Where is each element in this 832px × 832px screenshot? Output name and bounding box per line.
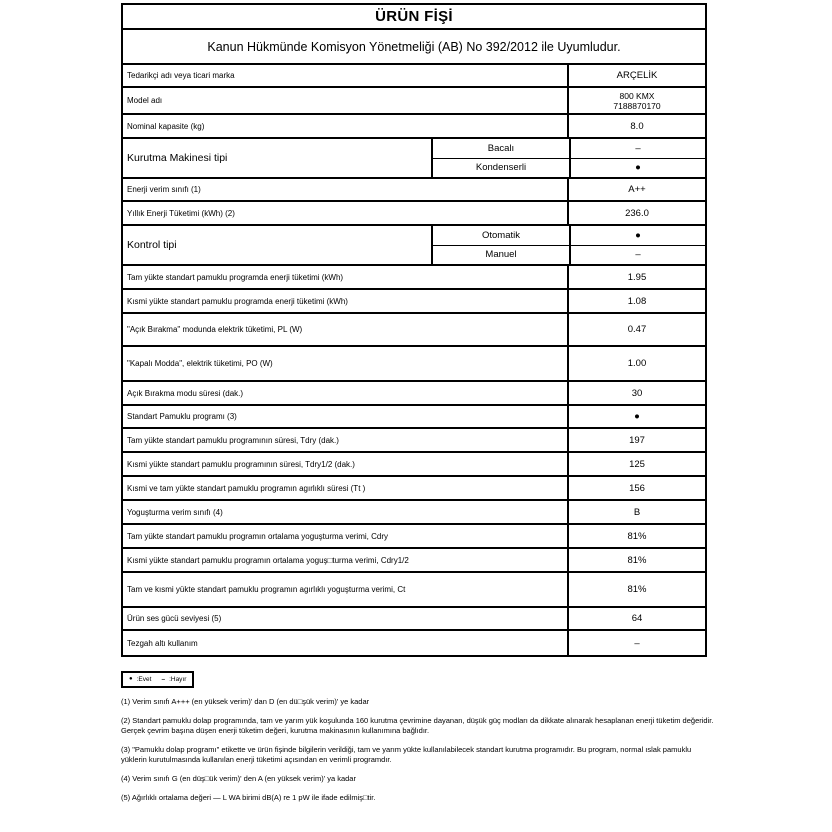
table-row (123, 202, 705, 226)
row-label: Tam yükte standart pamuklu programda enerji tüketimi (kWh) (127, 272, 344, 282)
table-row (123, 290, 705, 314)
table-row (123, 477, 705, 501)
row-label: Standart Pamuklu programı (3) (127, 412, 237, 421)
table-row (123, 525, 705, 549)
row-label: Kısmi yükte standart pamuklu programının süresi, Tdry1/2 (dak.) (127, 459, 355, 469)
row-value (567, 88, 705, 113)
row-label: Tezgah altı kullanım (127, 638, 198, 648)
row-label: Yoguşturma verim sınıfı (4) (127, 507, 223, 517)
row-label: Kurutma Makinesi tipi (127, 152, 228, 164)
subrow (433, 226, 705, 245)
row-value: 197 (567, 429, 705, 451)
row-value: 0.47 (567, 314, 705, 345)
document-subtitle: Kanun Hükmünde Komisyon Yönetmeliği (AB) No 392/2012 ile Uyumludur. (123, 30, 705, 65)
row-label: Model adı (127, 96, 163, 105)
table-row (123, 347, 705, 382)
row-value: B (567, 501, 705, 523)
row-value: A++ (567, 179, 705, 200)
row-label: Tam yükte standart pamuklu programın ortalama yoguşturma verimi, Cdry (127, 531, 388, 541)
legend-box (121, 671, 194, 688)
row-value: 236.0 (567, 202, 705, 224)
subrow-option: Manuel (485, 249, 517, 261)
row-label: Açık Bırakma modu süresi (dak.) (127, 388, 244, 398)
row-label: Yıllık Enerji Tüketimi (kWh) (2) (127, 208, 235, 218)
row-value: 125 (567, 453, 705, 475)
subrow-option: Bacalı (487, 142, 515, 154)
row-value: 156 (567, 477, 705, 499)
subrow-option: Kondenserli (475, 162, 527, 174)
document-title: ÜRÜN FİŞİ (123, 5, 705, 30)
row-label: Nominal kapasite (kg) (127, 121, 205, 131)
yes-dot-icon: ● (129, 676, 133, 682)
subrow-value: – (569, 139, 705, 158)
subrow (433, 139, 705, 158)
row-value: 81% (567, 573, 705, 606)
row-label: "Açık Bırakma" modunda elektrik tüketimi, PL (W) (127, 325, 303, 334)
row-value: 1.00 (567, 347, 705, 380)
legend-yes-label: :Evet (136, 676, 152, 683)
footnotes (121, 697, 715, 803)
subrow (433, 158, 705, 178)
table-row (123, 429, 705, 453)
table-row (123, 549, 705, 573)
row-value: 81% (567, 549, 705, 571)
row-label: Kontrol tipi (127, 239, 177, 251)
row-value: 81% (567, 525, 705, 547)
row-label: Tam yükte standart pamuklu programının süresi, Tdry (dak.) (127, 435, 339, 445)
table-row (123, 266, 705, 290)
row-label: Kısmi yükte standart pamuklu programda enerji tüketimi (kWh) (127, 296, 348, 306)
row-value: 1.08 (567, 290, 705, 312)
row-value: ● (567, 406, 705, 427)
row-label: Ürün ses gücü seviyesi (5) (127, 614, 222, 623)
footnote-5: (5) Ağırlıklı ortalama değeri — L WA birimi dB(A) re 1 pW ile ifade edilmiş□tir. (121, 793, 376, 802)
product-fiche-table (121, 3, 707, 657)
subrow-value: ● (569, 226, 705, 245)
table-row (123, 65, 705, 88)
table-row (123, 179, 705, 202)
row-label: Enerji verim sınıfı (1) (127, 185, 201, 194)
row-value: 64 (567, 608, 705, 629)
table-row (123, 314, 705, 347)
legend-no-label: :Hayır (169, 676, 187, 683)
table-row (123, 453, 705, 477)
row-value: ARÇELİK (567, 65, 705, 86)
model-number: 7188870170 (613, 100, 661, 111)
subrow-group (431, 139, 705, 177)
footnote-3: (3) "Pamuklu dolap programı" etikette ve ürün fişinde bilgilerin verildiği, tam ve yarım yükte kullanılabilecek standart kurutma programıdır. Bu program, normal ıslak pamuklu yüklerin kurutulmasında kullanılan enerji tüketimi açısından en verimli programdır. (121, 745, 692, 764)
table-row (123, 631, 705, 655)
subrow-group (431, 226, 705, 264)
footnote-1: (1) Verim sınıfı A+++ (en yüksek verim)' dan D (en dü□şük verim)' ye kadar (121, 697, 370, 706)
row-label: "Kapalı Modda", elektrik tüketimi, PO (W) (127, 359, 273, 368)
row-value: 1.95 (567, 266, 705, 288)
row-label: Tedarikçi adı veya ticari marka (127, 71, 235, 80)
table-row (123, 115, 705, 139)
row-value: 8.0 (567, 115, 705, 137)
subrow-value: ● (569, 159, 705, 178)
subrow-value: – (569, 246, 705, 265)
product-fiche-sheet (121, 3, 714, 812)
subrow-option: Otomatik (481, 229, 520, 241)
table-row (123, 501, 705, 525)
table-row (123, 573, 705, 608)
model-name: 800 KMX (619, 90, 655, 101)
footnote-2: (2) Standart pamuklu dolap programında, tam ve yarım yük koşulunda 160 kurutma çevrimine dayanan, düşük güç modları da dikkate alınarak hesaplanan enerji tüketim değeridir. Gerçek çevrim başına düşen enerji tüketim değeri, kurutma makinasının kullanımına bağlıdır. (121, 716, 714, 735)
row-label: Kısmi yükte standart pamuklu programın ortalama yoguş□turma verimi, Cdry1/2 (127, 555, 409, 565)
table-row-split (123, 139, 705, 179)
footnote-4: (4) Verim sınıfı G (en düş□ük verim)' den A (en yüksek verim)' ya kadar (121, 774, 356, 783)
row-label: Kısmi ve tam yükte standart pamuklu programın agırlıklı süresi (Tt ) (127, 483, 366, 493)
table-row (123, 382, 705, 406)
row-value: – (567, 631, 705, 655)
table-row (123, 406, 705, 429)
row-value: 30 (567, 382, 705, 404)
no-dash-icon: – (161, 676, 166, 683)
table-row (123, 608, 705, 631)
subrow (433, 245, 705, 265)
table-row-split (123, 226, 705, 266)
row-label: Tam ve kısmi yükte standart pamuklu programın agırlıklı yoguşturma verimi, Ct (127, 585, 406, 594)
table-row (123, 88, 705, 115)
